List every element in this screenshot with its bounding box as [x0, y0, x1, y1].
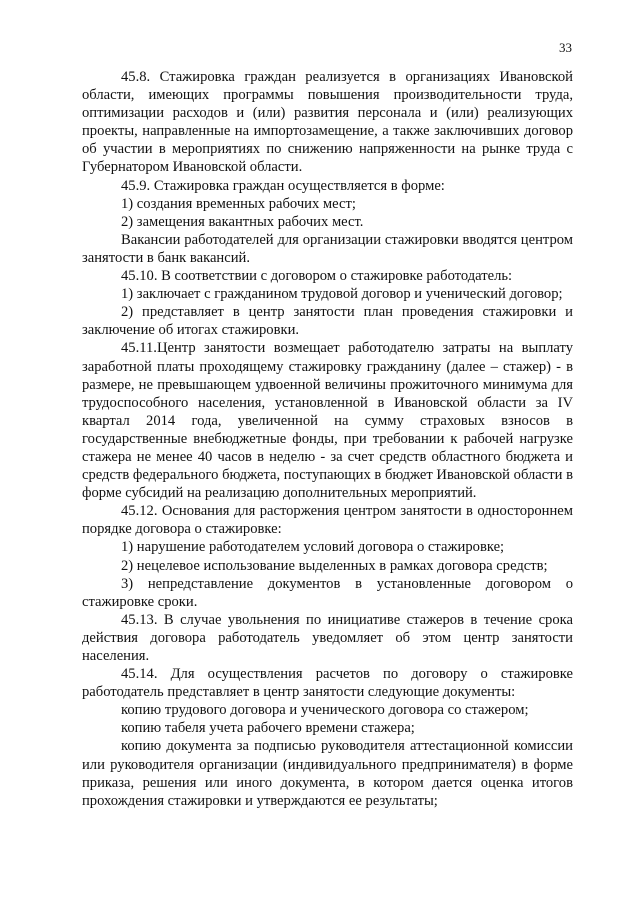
- paragraph-45-10: 45.10. В соответствии с договором о стажировке работодатель:: [121, 268, 513, 285]
- paragraph-45-8: 45.8. Стажировка граждан реализуется в организациях Ивановской области, имеющих программы повышения производительности труда, оптимизации расходов и (или) развития персонала и (или) реализующих проекты, направленные на импортозамещение, а также заключивших договор об участии в мероприятиях по снижению напряженности на рынке труда с Губернатором Ивановской области.: [82, 69, 573, 176]
- document-body: [82, 68, 573, 810]
- paragraph-45-14: 45.14. Для осуществления расчетов по договору о стажировке работодатель представляет в центр занятости следующие документы:: [82, 666, 573, 701]
- paragraph-vacancies: Вакансии работодателей для организации стажировки вводятся центром занятости в банк вакансий.: [82, 231, 573, 266]
- paragraph-45-13: 45.13. В случае увольнения по инициативе стажеров в течение срока действия договора работодатель уведомляет об этом центр занятости населения.: [82, 611, 573, 664]
- list-item: 2) замещения вакантных рабочих мест.: [121, 213, 364, 230]
- page-number: 33: [559, 40, 572, 55]
- list-item: 3) непредставление документов в установленные договором о стажировке сроки.: [82, 575, 573, 610]
- list-item: копию трудового договора и ученического договора со стажером;: [121, 702, 529, 719]
- list-item: 2) представляет в центр занятости план проведения стажировки и заключение об итогах стажировки.: [82, 304, 573, 339]
- list-item: 1) заключает с гражданином трудовой договор и ученический договор;: [121, 286, 563, 303]
- list-item: 1) создания временных рабочих мест;: [121, 195, 356, 212]
- list-item: копию табеля учета рабочего времени стажера;: [121, 720, 415, 737]
- list-item: копию документа за подписью руководителя аттестационной комиссии или руководителя организации (индивидуального предпринимателя) в форме приказа, решения или иного документа, в котором дается оценка итогов прохождения стажировки и утверждаются ее результаты;: [82, 738, 573, 809]
- list-item: 1) нарушение работодателем условий договора о стажировке;: [121, 539, 505, 556]
- paragraph-45-9: 45.9. Стажировка граждан осуществляется в форме:: [121, 177, 445, 194]
- paragraph-45-12: 45.12. Основания для расторжения центром занятости в одностороннем порядке договора о стажировке:: [82, 503, 573, 538]
- paragraph-45-11: 45.11.Центр занятости возмещает работодателю затраты на выплату заработной платы проходящему стажировку гражданину (далее – стажер) - в размере, не превышающем удвоенной величины прожиточного минимума для трудоспособного населения, установленной в Ивановской области за IV квартал 2014 года, увеличенной на сумму страховых взносов в государственные внебюджетные фонды, при требовании к рабочей нагрузке стажера не менее 40 часов в неделю - за счет средств областного бюджета и средств федерального бюджета, поступающих в бюджет Ивановской области в форме субсидий на реализацию дополнительных мероприятий.: [82, 340, 573, 502]
- list-item: 2) нецелевое использование выделенных в рамках договора средств;: [121, 557, 548, 574]
